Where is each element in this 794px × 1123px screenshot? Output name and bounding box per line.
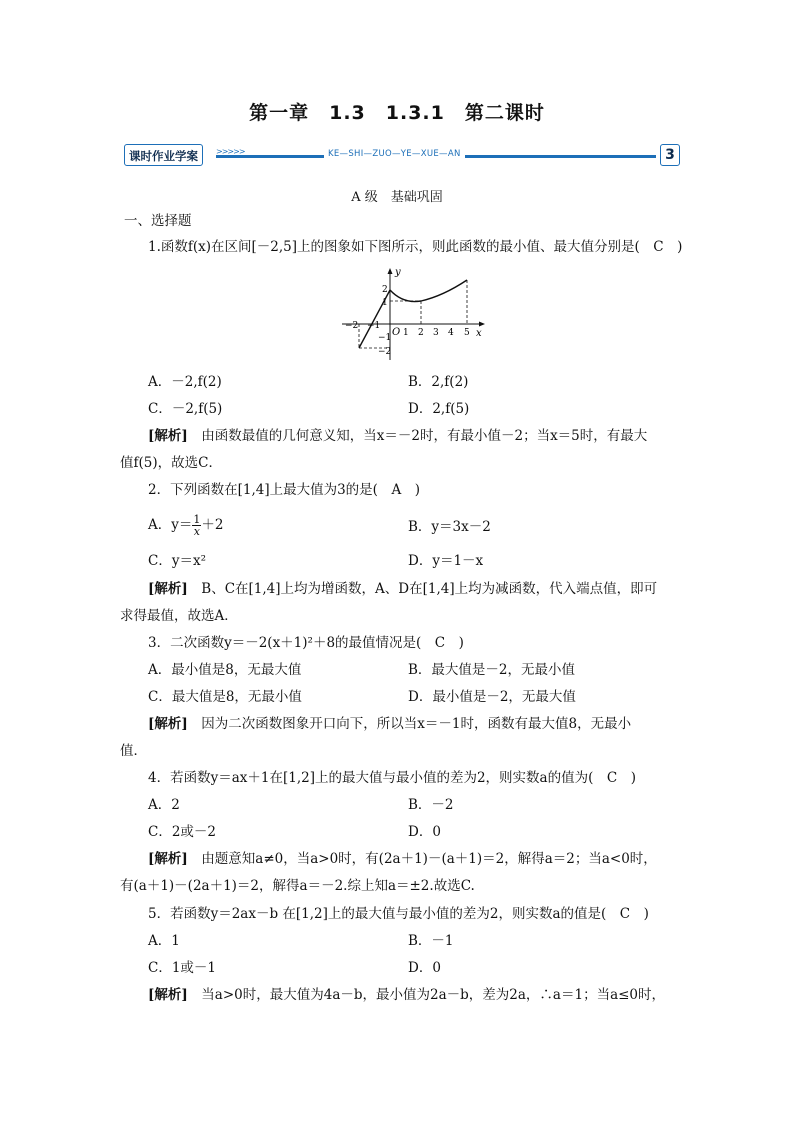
banner-pinyin: KE—SHI—ZUO—YE—XUE—AN: [324, 149, 465, 159]
q2-option-a-prefix: A．y＝: [148, 517, 193, 533]
level-heading: A 级 基础巩固: [351, 190, 443, 205]
analysis-tag: [解析]: [148, 851, 188, 867]
q3-stem: 3．二次函数y＝－2(x＋1)²＋8的最值情况是( C ): [148, 635, 464, 651]
analysis-tag: [解析]: [148, 987, 188, 1003]
analysis-tag: [解析]: [148, 716, 188, 732]
q4-stem: 4．若函数y＝ax＋1在[1,2]上的最大值与最小值的差为2，则实数a的值为( C ): [148, 770, 636, 786]
q2-analysis: [148, 580, 657, 598]
analysis-tag: [解析]: [148, 428, 188, 444]
q5-option-c: C．1或－1: [148, 960, 217, 976]
x-tick: 1: [403, 328, 409, 338]
q1-analysis-cont: 值f(5)，故选C．: [120, 455, 222, 471]
q4-option-c: C．2或－2: [148, 824, 217, 840]
q1-stem: 1.函数f(x)在区间[－2,5]上的图象如下图所示，则此函数的最小值、最大值分别是( C ): [148, 239, 683, 255]
x-tick: −1: [367, 321, 381, 331]
x-tick: 5: [464, 328, 470, 338]
q4-analysis: [148, 850, 657, 868]
q5-analysis: [148, 986, 665, 1004]
page-number: 3: [660, 144, 680, 166]
graph-x-label: x: [476, 328, 482, 339]
q2-option-a: [148, 514, 223, 537]
q2-analysis-text: B、C在[1,4]上均为增函数，A、D在[1,4]上均为减函数，代入端点值，即可: [201, 581, 658, 597]
analysis-tag: [解析]: [148, 581, 188, 597]
y-tick: 1: [382, 298, 388, 308]
q3-analysis-cont: 值．: [120, 743, 147, 759]
q4-option-d: D．0: [408, 824, 441, 840]
q3-option-c: C．最大值是8，无最小值: [148, 689, 302, 705]
q1-analysis: [148, 427, 647, 445]
graph-origin: O: [392, 327, 401, 338]
q2-stem: 2．下列函数在[1,4]上最大值为3的是( A ): [148, 482, 420, 498]
x-tick: −2: [345, 321, 359, 331]
q3-option-b: B．最大值是－2，无最小值: [408, 662, 576, 678]
q1-analysis-text: 由函数最值的几何意义知，当x＝－2时，有最小值－2；当x＝5时，有最大: [201, 428, 648, 444]
fraction-den: x: [193, 525, 200, 538]
graph-y-label: y: [395, 267, 401, 278]
q1-option-a: A．－2,f(2): [148, 374, 222, 390]
q3-option-a: A．最小值是8，无最大值: [148, 662, 302, 678]
y-tick: −2: [378, 347, 392, 357]
q2-option-d: D．y＝1－x: [408, 553, 484, 569]
function-graph: [340, 266, 490, 362]
q1-option-c: C．－2,f(5): [148, 401, 223, 417]
q2-option-c: C．y＝x²: [148, 553, 206, 569]
y-tick: −1: [378, 333, 392, 343]
q1-option-b: B．2,f(2): [408, 374, 469, 390]
fraction-num: 1: [193, 513, 201, 526]
section-heading: 一、选择题: [124, 213, 192, 229]
q5-analysis-text: 当a>0时，最大值为4a－b，最小值为2a－b，差为2a，∴a＝1；当a≤0时，: [201, 987, 666, 1003]
x-tick: 2: [418, 328, 424, 338]
banner-label: 课时作业学案: [124, 144, 203, 166]
q5-option-b: B．－1: [408, 933, 454, 949]
q4-option-b: B．－2: [408, 797, 454, 813]
q2-option-b: B．y＝3x－2: [408, 519, 491, 535]
q5-stem: 5．若函数y＝2ax－b 在[1,2]上的最大值与最小值的差为2，则实数a的值是( C ): [148, 906, 649, 922]
x-tick: 4: [448, 328, 454, 338]
x-tick: 3: [433, 328, 439, 338]
q5-option-a: A．1: [148, 933, 180, 949]
q2-option-a-suffix: ＋2: [201, 517, 224, 533]
q3-analysis: [148, 715, 631, 733]
q5-option-d: D．0: [408, 960, 441, 976]
banner-arrows: >>>>>: [216, 147, 245, 156]
q4-option-a: A．2: [148, 797, 180, 813]
section-banner: [124, 144, 680, 166]
q2-analysis-cont: 求得最值，故选A．: [120, 608, 238, 624]
page-title: 第一章 1.3 1.3.1 第二课时: [249, 102, 545, 124]
q1-option-d: D．2,f(5): [408, 401, 470, 417]
y-tick: 2: [382, 285, 388, 295]
q4-analysis-text: 由题意知a≠0，当a>0时，有(2a＋1)－(a＋1)＝2，解得a＝2；当a<0时，: [201, 851, 657, 867]
q3-option-d: D．最小值是－2，无最大值: [408, 689, 576, 705]
q3-analysis-text: 因为二次函数图象开口向下，所以当x＝－1时，函数有最大值8，无最小: [201, 716, 632, 732]
q4-analysis-cont: 有(a＋1)－(2a＋1)＝2，解得a＝－2.综上知a＝±2.故选C.: [120, 878, 475, 894]
